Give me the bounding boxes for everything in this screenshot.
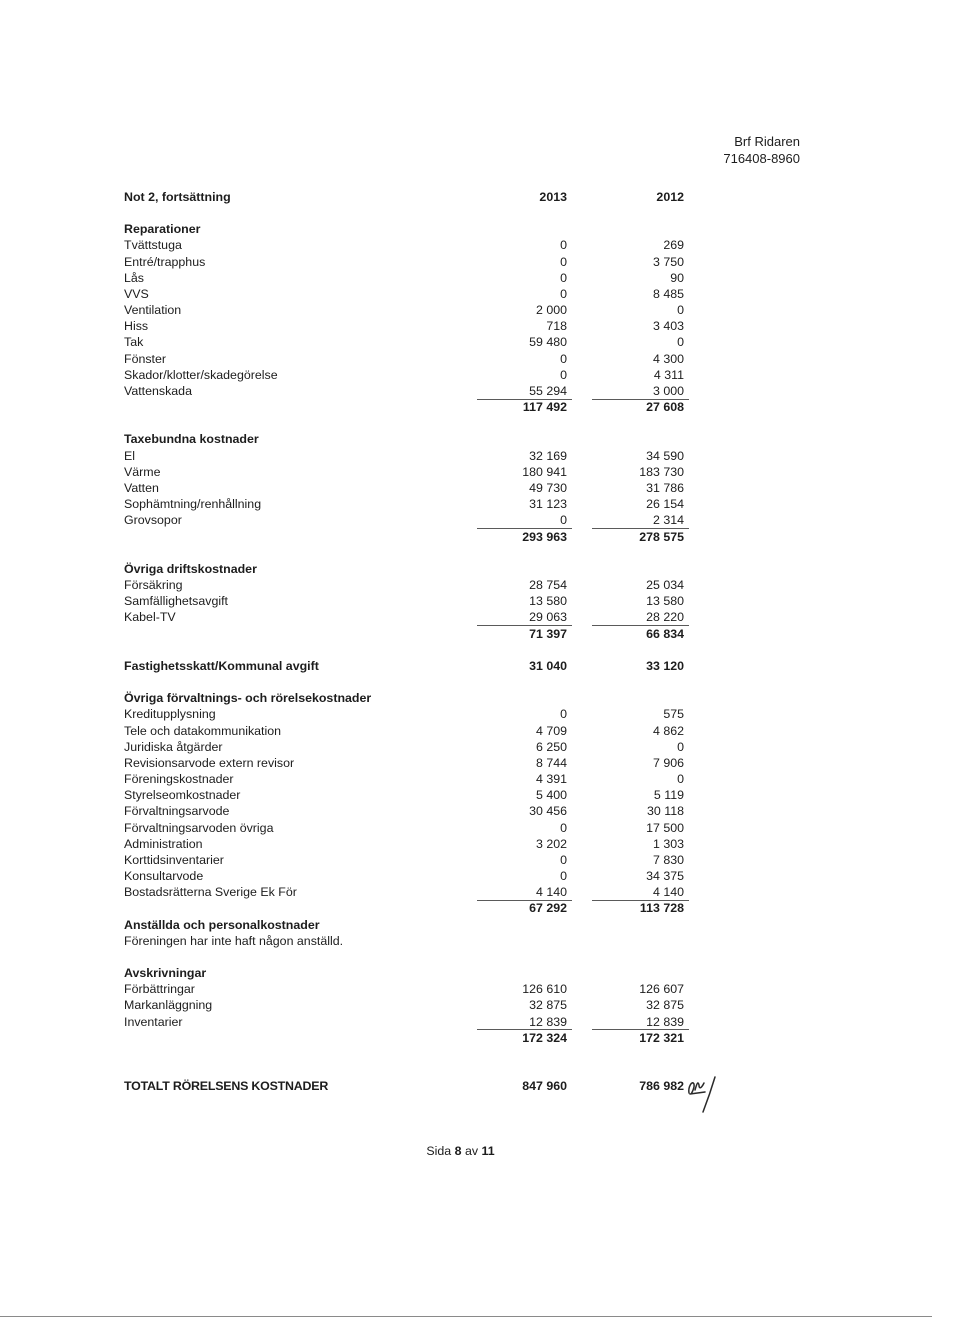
section-total-2013: 71 397: [529, 626, 567, 641]
section-total-2013: 293 963: [522, 529, 567, 544]
line-item-value-2012: 31 786: [646, 480, 684, 495]
line-item-label: Tvättstuga: [124, 238, 182, 253]
value-2013: 31 040: [529, 658, 567, 673]
line-item-row: [0, 820, 960, 836]
line-item-row: [0, 755, 960, 771]
section-total-2013: 172 324: [522, 1030, 567, 1045]
page-count: 11: [481, 1144, 495, 1158]
line-item-row: [0, 351, 960, 367]
line-item-value-2013: 0: [560, 286, 567, 301]
line-item-label: Ventilation: [124, 303, 182, 318]
line-item-label: Skador/klotter/skadegörelse: [124, 367, 278, 382]
section-heading: Fastighetsskatt/Kommunal avgift: [124, 658, 319, 673]
section-heading: Taxebundna kostnader: [124, 432, 259, 447]
line-item-value-2013: 0: [560, 270, 567, 285]
scan-edge-line: [0, 1316, 932, 1317]
section-reparationer: [0, 221, 960, 415]
line-item-row: [0, 334, 960, 350]
line-item-row: [0, 302, 960, 318]
line-item-value-2012: 17 500: [646, 820, 684, 835]
section-avskrivningar: [0, 965, 960, 1046]
line-item-label: Markanläggning: [124, 998, 213, 1013]
line-item-value-2012: 0: [677, 303, 684, 318]
section-heading: Avskrivningar: [124, 966, 207, 981]
line-item-row: [0, 237, 960, 253]
section-ovriga-driftskostnader: [0, 561, 960, 642]
line-item-label: Förvaltningsarvoden övriga: [124, 820, 274, 835]
line-item-row: [0, 593, 960, 609]
line-item-value-2013: 55 294: [477, 383, 572, 399]
line-item-value-2013: 718: [546, 319, 567, 334]
line-item-value-2013: 0: [477, 512, 572, 528]
section-total-2013: 67 292: [529, 901, 567, 916]
section-heading-row: [0, 561, 960, 577]
line-item-value-2012: 5 119: [653, 788, 684, 803]
line-item-value-2012: 7 906: [652, 755, 684, 770]
line-item-label: El: [124, 448, 136, 463]
line-item-label: Sophämtning/renhållning: [124, 497, 262, 512]
section-note-text: Föreningen har inte haft någon anställd.: [124, 933, 344, 948]
line-item-value-2012: 3 403: [652, 319, 684, 334]
line-item-value-2013: 0: [560, 852, 567, 867]
section-total-row: [0, 626, 960, 642]
section-total-row: [0, 900, 960, 916]
line-item-value-2013: 0: [560, 367, 567, 382]
section-total-2012: 27 608: [646, 400, 684, 415]
line-item-label: Förbättringar: [124, 982, 195, 997]
line-item-value-2013: 0: [560, 869, 567, 884]
section-heading-row: [0, 690, 960, 706]
line-item-label: Bostadsrätterna Sverige Ek För: [124, 885, 297, 900]
line-item-value-2012: 4 311: [653, 367, 684, 382]
line-item-value-2013: 4 391: [535, 772, 567, 787]
section-heading: Övriga förvaltnings- och rörelsekostnader: [124, 691, 372, 706]
line-item-value-2012: 126 607: [639, 982, 684, 997]
line-item-row: [0, 383, 960, 399]
line-item-row: [0, 739, 960, 755]
section-total-row: [0, 399, 960, 415]
section-heading-row: [0, 917, 960, 933]
line-item-row: [0, 723, 960, 739]
line-item-value-2012: 28 220: [592, 609, 689, 625]
line-item-label: Kabel-TV: [124, 610, 176, 625]
line-item-row: [0, 512, 960, 528]
line-item-value-2012: 4 140: [592, 884, 689, 900]
line-item-label: Samfällighetsavgift: [124, 594, 228, 609]
grand-total-2012: 786 982: [639, 1079, 684, 1094]
line-item-label: Konsultarvode: [124, 869, 204, 884]
line-item-value-2012: 0: [677, 739, 684, 754]
section-total-2012: 172 321: [639, 1030, 684, 1045]
line-item-label: Försäkring: [124, 578, 183, 593]
line-item-row: [0, 480, 960, 496]
line-item-row: [0, 367, 960, 383]
line-item-row: [0, 496, 960, 512]
line-item-value-2013: 0: [560, 707, 567, 722]
line-item-label: Förvaltningsarvode: [124, 804, 230, 819]
grand-total-row: [0, 1078, 960, 1094]
line-item-label: Korttidsinventarier: [124, 852, 224, 867]
line-item-value-2012: 26 154: [646, 497, 684, 512]
line-item-value-2012: 183 730: [639, 464, 684, 479]
grand-total-2013: 847 960: [522, 1079, 567, 1094]
section-heading-row: [0, 221, 960, 237]
column-header-2013: 2013: [539, 189, 567, 204]
section-taxebundna-kostnader: [0, 431, 960, 544]
line-item-label: Föreningskostnader: [124, 772, 234, 787]
line-item-value-2012: 0: [677, 772, 684, 787]
line-item-value-2012: 4 300: [652, 351, 684, 366]
line-item-row: [0, 609, 960, 625]
line-item-row: [0, 254, 960, 270]
section-total-2013: 117 492: [522, 400, 567, 415]
line-item-row: [0, 997, 960, 1013]
page-of-label: av: [464, 1144, 479, 1158]
line-item-row: [0, 1014, 960, 1030]
section-heading: Reparationer: [124, 222, 201, 237]
line-item-value-2013: 31 123: [529, 497, 567, 512]
line-item-value-2012: 25 034: [646, 578, 684, 593]
section-anstallda: [0, 917, 960, 949]
line-item-row: [0, 787, 960, 803]
section-heading-row: [0, 658, 960, 674]
line-item-value-2013: 126 610: [522, 982, 567, 997]
line-item-value-2013: 29 063: [477, 609, 572, 625]
line-item-value-2013: 59 480: [529, 335, 567, 350]
line-item-row: [0, 884, 960, 900]
line-item-row: [0, 706, 960, 722]
section-heading-row: [0, 965, 960, 981]
line-item-label: Tele och datakommunikation: [124, 723, 282, 738]
organization-name: Brf Ridaren: [734, 134, 800, 149]
line-item-value-2013: 180 941: [522, 464, 567, 479]
note-table: [0, 189, 960, 1095]
line-item-row: [0, 448, 960, 464]
note-title: Not 2, fortsättning: [124, 189, 231, 204]
line-item-value-2013: 0: [560, 351, 567, 366]
line-item-row: [0, 981, 960, 997]
line-item-value-2013: 12 839: [477, 1014, 572, 1030]
page-footer: [0, 1143, 921, 1159]
line-item-value-2013: 3 202: [535, 836, 567, 851]
line-item-value-2013: 6 250: [535, 739, 567, 754]
section-total-2012: 66 834: [646, 626, 684, 641]
line-item-value-2012: 30 118: [647, 804, 684, 819]
line-item-value-2012: 13 580: [646, 594, 684, 609]
line-item-value-2013: 32 875: [529, 998, 567, 1013]
line-item-label: Lås: [124, 270, 144, 285]
page-label: Sida: [426, 1144, 452, 1158]
line-item-value-2012: 3 000: [592, 383, 689, 399]
line-item-label: Grovsopor: [124, 513, 182, 528]
line-item-value-2013: 49 730: [529, 480, 567, 495]
section-total-row: [0, 529, 960, 545]
line-item-value-2012: 2 314: [592, 512, 689, 528]
note-header-row: [0, 189, 960, 205]
line-item-value-2012: 34 375: [646, 869, 684, 884]
line-item-value-2012: 269: [663, 238, 684, 253]
line-item-row: [0, 771, 960, 787]
line-item-value-2012: 90: [670, 270, 684, 285]
line-item-value-2013: 5 400: [535, 788, 567, 803]
line-item-value-2013: 13 580: [529, 594, 567, 609]
line-item-label: Tak: [124, 335, 144, 350]
line-item-label: Styrelseomkostnader: [124, 788, 241, 803]
column-header-2012: 2012: [656, 189, 684, 204]
line-item-label: Vattenskada: [124, 383, 192, 398]
line-item-label: Revisionsarvode extern revisor: [124, 755, 295, 770]
line-item-label: Inventarier: [124, 1014, 183, 1029]
line-item-row: [0, 836, 960, 852]
section-note-row: [0, 933, 960, 949]
line-item-value-2013: 0: [560, 254, 567, 269]
line-item-value-2013: 4 140: [477, 884, 572, 900]
line-item-row: [0, 852, 960, 868]
line-item-value-2013: 32 169: [529, 448, 567, 463]
line-item-row: [0, 577, 960, 593]
line-item-value-2013: 0: [560, 820, 567, 835]
line-item-value-2013: 0: [560, 238, 567, 253]
line-item-value-2012: 575: [663, 707, 684, 722]
line-item-label: Värme: [124, 464, 161, 479]
line-item-value-2012: 1 303: [652, 836, 684, 851]
section-grand-total: [0, 1078, 960, 1094]
section-heading: Övriga driftskostnader: [124, 561, 257, 576]
handwritten-initial-mark: [686, 1073, 720, 1115]
line-item-row: [0, 868, 960, 884]
line-item-value-2012: 8 485: [652, 286, 684, 301]
section-total-row: [0, 1030, 960, 1046]
line-item-value-2013: 4 709: [535, 723, 567, 738]
line-item-row: [0, 318, 960, 334]
line-item-row: [0, 464, 960, 480]
line-item-value-2012: 7 830: [652, 852, 684, 867]
line-item-value-2013: 2 000: [535, 303, 567, 318]
line-item-value-2013: 30 456: [529, 804, 567, 819]
line-item-value-2012: 34 590: [646, 448, 684, 463]
line-item-value-2013: 28 754: [529, 578, 567, 593]
line-item-value-2012: 12 839: [592, 1014, 689, 1030]
organization-header: [723, 134, 800, 167]
line-item-value-2012: 0: [677, 335, 684, 350]
section-fastighetsskatt: [0, 658, 960, 674]
line-item-row: [0, 803, 960, 819]
page-number: 8: [454, 1144, 462, 1158]
line-item-value-2013: 8 744: [535, 755, 567, 770]
line-item-label: VVS: [124, 286, 149, 301]
line-item-label: Vatten: [124, 480, 159, 495]
line-item-label: Entré/trapphus: [124, 254, 206, 269]
line-item-label: Administration: [124, 836, 203, 851]
line-item-row: [0, 270, 960, 286]
value-2012: 33 120: [646, 658, 684, 673]
organization-number: 716408-8960: [723, 150, 800, 166]
section-total-2012: 278 575: [639, 529, 684, 544]
line-item-label: Hiss: [124, 319, 149, 334]
section-total-2012: 113 728: [639, 901, 684, 916]
line-item-value-2012: 32 875: [646, 998, 684, 1013]
section-ovriga-forvaltningskostnader: [0, 690, 960, 916]
grand-total-label: TOTALT RÖRELSENS KOSTNADER: [124, 1079, 329, 1094]
section-heading-row: [0, 431, 960, 447]
line-item-label: Fönster: [124, 351, 167, 366]
line-item-value-2012: 3 750: [652, 254, 684, 269]
line-item-label: Kreditupplysning: [124, 707, 216, 722]
line-item-label: Juridiska åtgärder: [124, 739, 223, 754]
line-item-row: [0, 286, 960, 302]
line-item-value-2012: 4 862: [652, 723, 684, 738]
section-heading: Anställda och personalkostnader: [124, 917, 320, 932]
